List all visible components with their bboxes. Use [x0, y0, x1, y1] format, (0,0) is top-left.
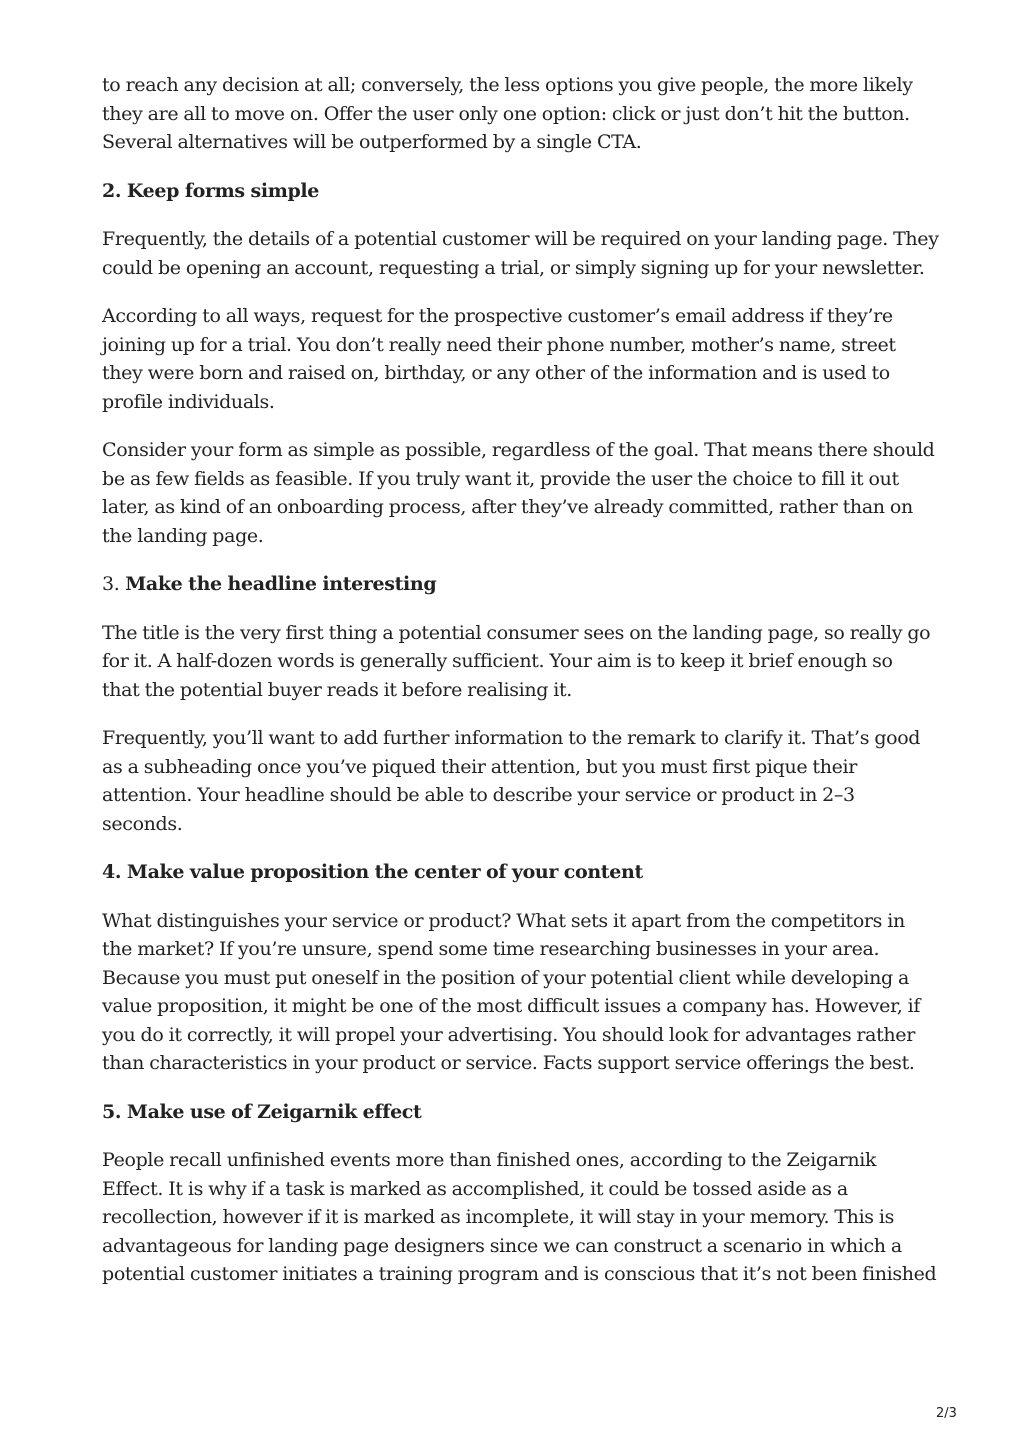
text-line: that the potential buyer reads it before realising it. [102, 678, 572, 701]
text-line: the market? If you’re unsure, spend some time researching businesses in your area. [102, 938, 880, 960]
section2-paragraph-1 [102, 225, 939, 282]
text-line: could be opening an account, requesting a trial, or simply signing up for your newsletter. [102, 256, 925, 279]
section3-paragraph-1 [102, 619, 931, 705]
text-line: According to all ways, request for the prospective customer’s email address if they’re [102, 305, 893, 327]
text-line: Several alternatives will be outperformed by a single CTA. [102, 131, 642, 153]
text-line: they are all to move on. Offer the user only one option: click or just don’t hit the button. [102, 102, 910, 125]
text-line: advantageous for landing page designers since we can construct a scenario in which a [102, 1234, 902, 1257]
intro-paragraph [102, 71, 928, 157]
section-heading-make-headline-interesting [102, 570, 928, 599]
document-body [102, 71, 939, 1309]
text-line: profile individuals. [102, 390, 275, 413]
section-title: Make use of Zeigarnik effect [126, 1100, 422, 1123]
text-line: later, as kind of an onboarding process, after they’ve already committed, rather than on [102, 496, 913, 518]
section-number: 3. [102, 573, 120, 595]
section-heading-zeigarnik-effect [102, 1098, 928, 1127]
text-line: potential customer initiates a training program and is conscious that it’s not been finished [102, 1263, 937, 1285]
text-line: attention. Your headline should be able to describe your service or product in 2–3 [102, 784, 855, 806]
text-line: Frequently, you’ll want to add further information to the remark to clarify it. That’s good [102, 727, 921, 749]
section-number: 4. [102, 861, 122, 883]
text-line: Consider your form as simple as possible, regardless of the goal. That means there should [102, 439, 935, 461]
section-title: Make the headline interesting [125, 573, 437, 595]
page-number: 2/3 [936, 1406, 957, 1421]
text-line: for it. A half-dozen words is generally sufficient. Your aim is to keep it brief enough so [102, 650, 893, 672]
text-line: The title is the very first thing a potential consumer sees on the landing page, so really go [102, 621, 931, 644]
text-line: seconds. [102, 812, 183, 835]
text-line: to reach any decision at all; conversely, the less options you give people, the more likely [102, 74, 913, 96]
section5-paragraph-1 [102, 1146, 937, 1289]
text-line: they were born and raised on, birthday, or any other of the information and is used to [102, 362, 890, 384]
text-line: What distinguishes your service or product? What sets it apart from the competitors in [102, 909, 905, 932]
text-line: joining up for a trial. You don’t really need their phone number, mother’s name, street [102, 333, 896, 356]
section2-paragraph-3 [102, 436, 935, 550]
section-title: Keep forms simple [126, 179, 320, 202]
text-line: Effect. It is why if a task is marked as accomplished, it could be tossed aside as a [102, 1177, 848, 1200]
section3-paragraph-2 [102, 724, 928, 838]
text-line: value proposition, it might be one of the most difficult issues a company has. However, if [102, 995, 921, 1017]
section2-paragraph-2 [102, 302, 928, 416]
text-line: be as few fields as feasible. If you truly want it, provide the user the choice to fill it out [102, 467, 899, 490]
text-line: the landing page. [102, 524, 264, 547]
section-number: 5. [102, 1100, 122, 1123]
section-title: Make value proposition the center of your content [126, 861, 643, 883]
section-heading-value-proposition [102, 858, 928, 887]
text-line: than characteristics in your product or service. Facts support service offerings the best. [102, 1052, 915, 1074]
section-number: 2. [102, 179, 122, 202]
text-line: you do it correctly, it will propel your advertising. You should look for advantages rather [102, 1023, 915, 1046]
section-heading-keep-forms-simple [102, 177, 928, 206]
text-line: Frequently, the details of a potential customer will be required on your landing page. They [102, 228, 939, 250]
text-line: as a subheading once you’ve piqued their attention, but you must first pique their [102, 755, 857, 778]
text-line: People recall unfinished events more than finished ones, according to the Zeigarnik [102, 1149, 877, 1171]
text-line: recollection, however if it is marked as incomplete, it will stay in your memory. This is [102, 1206, 895, 1228]
section4-paragraph-1 [102, 907, 928, 1078]
text-line: Because you must put oneself in the position of your potential client while developing a [102, 966, 909, 989]
